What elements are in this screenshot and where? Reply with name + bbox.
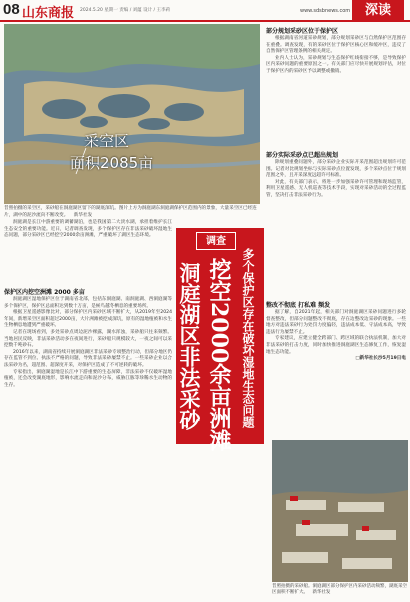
- site-url: www.sdsbnews.com: [300, 8, 351, 14]
- paragraph: 洞庭湖区湿地保护区位于湖南省北部，包括东洞庭湖、南洞庭湖、西洞庭湖等多个保护区，保护区总面积达到数十万亩，是候鸟越冬栖息的重要场所。: [4, 297, 172, 309]
- section-heading: 部分实际采砂点已超出规划: [266, 152, 339, 159]
- section-tag: 深读: [352, 0, 404, 21]
- overlay-label-1: 采空区: [84, 132, 130, 150]
- paragraph: 根据湖南省河道采砂规划，部分规划采砂区与自然保护区范围存在重叠。调查发现，有的采砂区位于保护区核心区和缓冲区，违反了自然保护区管理条例的相关规定。: [266, 36, 406, 55]
- lead-text: 洞庭湖是长江中游重要的调蓄湖泊，也是我国第二大淡水湖，承担着维护长江生态安全的重要功能。近日，记者调查发现，多个保护区存在非法采砂破坏湿地生态问题，部分采砂区已经挖空2000余亩洲滩，严重破坏了湖区生态环境。: [4, 220, 172, 239]
- dredger-photo-caption: [272, 584, 408, 596]
- issue-meta: 2024.5.20 星期一 责编 / 刘蕴 设计 / 王李莉: [80, 8, 170, 13]
- section-body: [4, 297, 172, 389]
- byline: □新华社长沙5月19日电: [355, 356, 406, 362]
- paragraph: 业内人士认为，采砂规划与生态保护红线衔接不够，是导致保护区内采砂问题的重要原因之一。有关部门应尽快开展规划评估，对位于保护区内的采砂区予以调整或撤销。: [266, 55, 406, 74]
- caption-credit: 新华社发: [312, 590, 331, 595]
- paragraph: 专家指出，洞庭湖湿地是长江中下游重要的生态屏障，非法采砂不仅破坏湿地植被，还会改变湖底地形，影响水流走向和泥沙分布，威胁江豚等珍稀水生动物的生存。: [4, 369, 172, 388]
- overlay-label-2: 面积2085亩: [70, 154, 154, 172]
- investigation-label: 调查: [196, 232, 236, 250]
- headline-main-1: 挖空2000余亩洲滩: [206, 258, 232, 452]
- lead-paragraph: [4, 220, 172, 240]
- section-body: [266, 310, 406, 363]
- headline-main-2: 洞庭湖区非法采砂: [177, 262, 202, 430]
- headline-sub: 多个保护区存在破坏湿地生态问题: [241, 248, 255, 428]
- aerial-photo: [4, 24, 260, 204]
- aerial-photo-caption: [4, 206, 260, 219]
- section-body: [266, 36, 406, 76]
- paragraph: 2016年以来，湖南省持续开展洞庭湖区非法采砂专项整治行动，但部分地区仍存在监管不到位、执法不严格的问题，导致非法采砂屡禁不止。一些采砂企业以合法采砂为名，超范围、超深度开采，对保护区造成了不可逆转的破坏。: [4, 349, 172, 368]
- section-heading: 整改不彻底 打私难 频发: [266, 302, 331, 309]
- paragraph: 根据卫星遥感影像比对，部分保护区内采砂区域不断扩大，从2019年至2024年间，新增采空区面积超过2000亩，大片洲滩被挖成深坑，原有的湿地植被和水生生物栖息地遭到严重破坏。: [4, 310, 172, 329]
- page-header: [0, 0, 410, 22]
- caption-credit: 新华社发: [73, 212, 93, 218]
- paragraph: 专家建议，应建立健全跨部门、跨区域的联合执法机制，加大对非法采砂的打击力度，同时加快推进洞庭湖区生态修复工作，恢复湿地生态功能。: [266, 336, 406, 355]
- section-body: [266, 160, 406, 200]
- paragraph: 除规划重叠问题外，部分采砂企业实际开采范围超出规划许可范围。记者对比规划坐标与实际采砂点位置发现，多个采砂点位于规划范围之外，且开采深度远超许可标准。: [266, 160, 406, 179]
- page-number: 08: [3, 1, 20, 18]
- caption-text: 昔照拍摄的采砂船。洞庭湖区部分保护区内采砂活动频繁，湖底采空区面积不断扩大。: [272, 584, 407, 595]
- section-name: 山东商报: [22, 6, 75, 21]
- paragraph: 据了解，自2021年起，相关部门对洞庭湖区采砂问题进行多轮督查整改，但部分问题整改不彻底，存在边整改边采砂的现象。一些地方对违法采砂行为处罚力度偏轻，违法成本低、守法成本高，导致违法行为屡禁不止。: [266, 310, 406, 335]
- section-heading: 保护区内挖空洲滩 2000 多亩: [4, 289, 85, 296]
- section-heading: 部分规划采砂区位于保护区: [266, 28, 339, 35]
- caption-text: 昔照拍摄的采空区，采砂船在洞庭湖区留下的湖底深坑。图片上方为洞庭湖东洞庭湖保护区范围内的景象，大量采空区已经连片，湖中的泥沙流向不断改变。: [4, 206, 257, 218]
- dredger-photo: [272, 440, 408, 582]
- paragraph: 记者在现场看到，多处采砂点周边泥沙裸露，湖水浑浊，采砂船只往来频繁。当地居民反映，非法采砂活动多在夜间进行，采砂船只规模较大，一夜之间可以采挖数千吨砂石。: [4, 329, 172, 349]
- paragraph: 对此，有关部门表示，将进一步加强采砂许可管理和现场监管，利用卫星遥感、无人机巡查等技术手段，实现对采砂活动的全过程监管，坚决打击非法采砂行为。: [266, 179, 406, 198]
